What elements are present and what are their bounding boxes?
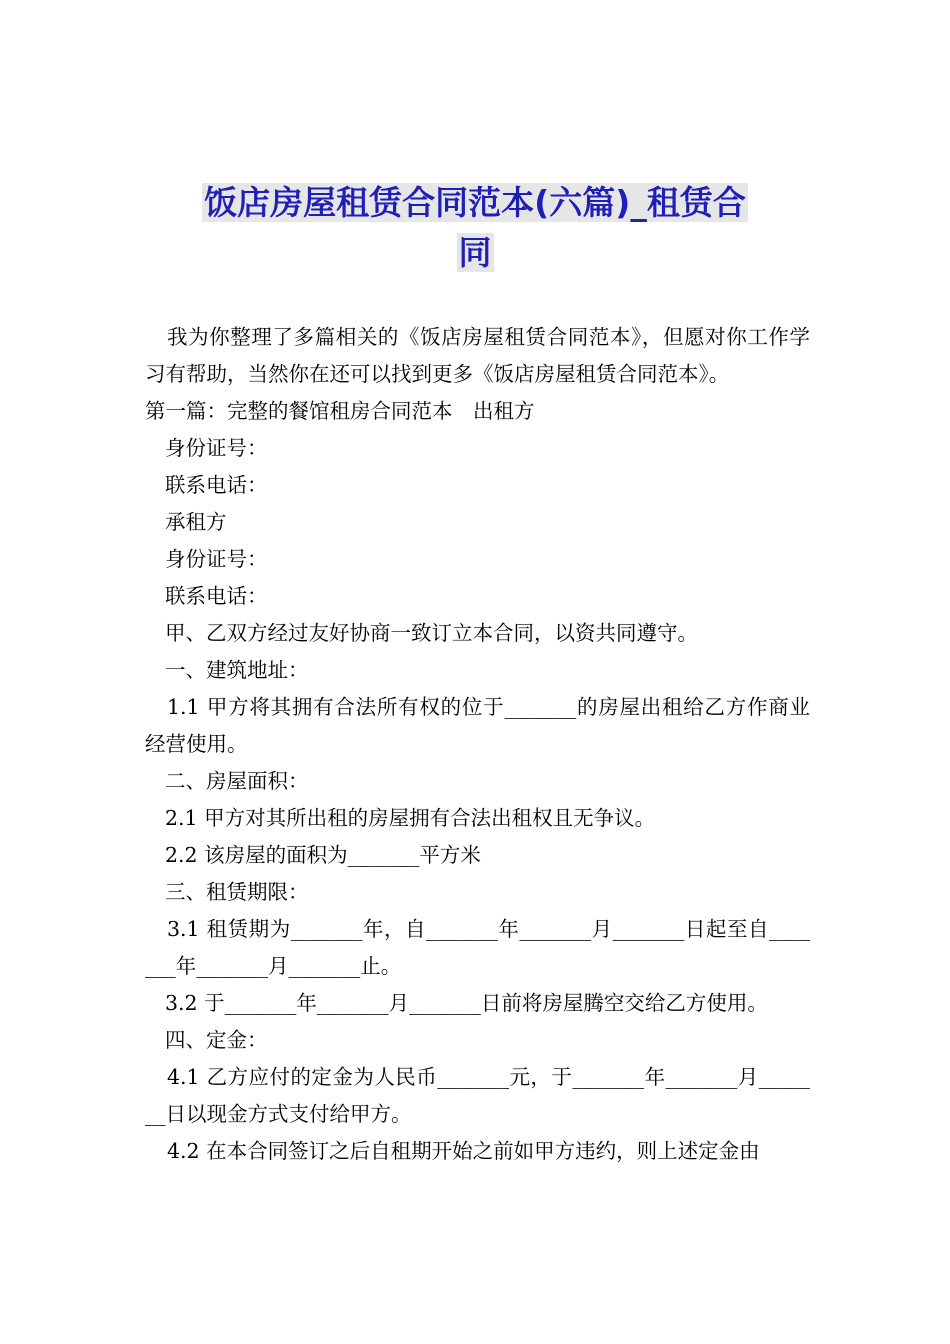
title-line-2: 同 bbox=[458, 233, 492, 272]
clause-heading-3: 三、租赁期限： bbox=[165, 880, 309, 904]
lessor-phone-line: 联系电话： bbox=[165, 473, 268, 497]
lessee-phone-line: 联系电话： bbox=[165, 584, 268, 608]
clause-2-1: 2.1 甲方对其所出租的房屋拥有合法出租权且无争议。 bbox=[165, 806, 656, 830]
lessee-label: 承租方 bbox=[165, 510, 227, 534]
clause-heading-2: 二、房屋面积： bbox=[165, 769, 309, 793]
agreement-statement: 甲、乙双方经过友好协商一致订立本合同，以资共同遵守。 bbox=[165, 621, 698, 645]
clause-4-2: 4.2 在本合同签订之后自租期开始之前如甲方违约，则上述定金由 bbox=[167, 1139, 760, 1163]
title-line-1: 饭店房屋租赁合同范本(六篇)_租赁合 bbox=[204, 183, 746, 222]
clause-1-1: 1.1 甲方将其拥有合法所有权的位于_______的房屋出租给乙方作商业经营使用。 bbox=[145, 695, 810, 756]
lessee-id-line: 身份证号： bbox=[165, 547, 268, 571]
lessor-id-line: 身份证号： bbox=[165, 436, 268, 460]
intro-paragraph: 我为你整理了多篇相关的《饭店房屋租赁合同范本》，但愿对你工作学习有帮助，当然你在还可以找到更多《饭店房屋租赁合同范本》。 bbox=[145, 325, 810, 386]
clause-4-1: 4.1 乙方应付的定金为人民币_______元，于_______年_______月_______日以现金方式支付给甲方。 bbox=[145, 1065, 810, 1126]
document-title bbox=[140, 178, 810, 278]
clause-3-1: 3.1 租赁期为_______年，自_______年_______月_______日起至自_______年_______月_______止。 bbox=[145, 917, 810, 978]
clause-2-2: 2.2 该房屋的面积为_______平方米 bbox=[165, 843, 481, 867]
document-body bbox=[145, 319, 810, 1170]
clause-3-2: 3.2 于_______年_______月_______日前将房屋腾空交给乙方使用。 bbox=[165, 991, 768, 1015]
clause-heading-1: 一、建筑地址： bbox=[165, 658, 309, 682]
section-heading-first: 第一篇：完整的餐馆租房合同范本 出租方 bbox=[145, 399, 535, 423]
clause-heading-4: 四、定金： bbox=[165, 1028, 268, 1052]
